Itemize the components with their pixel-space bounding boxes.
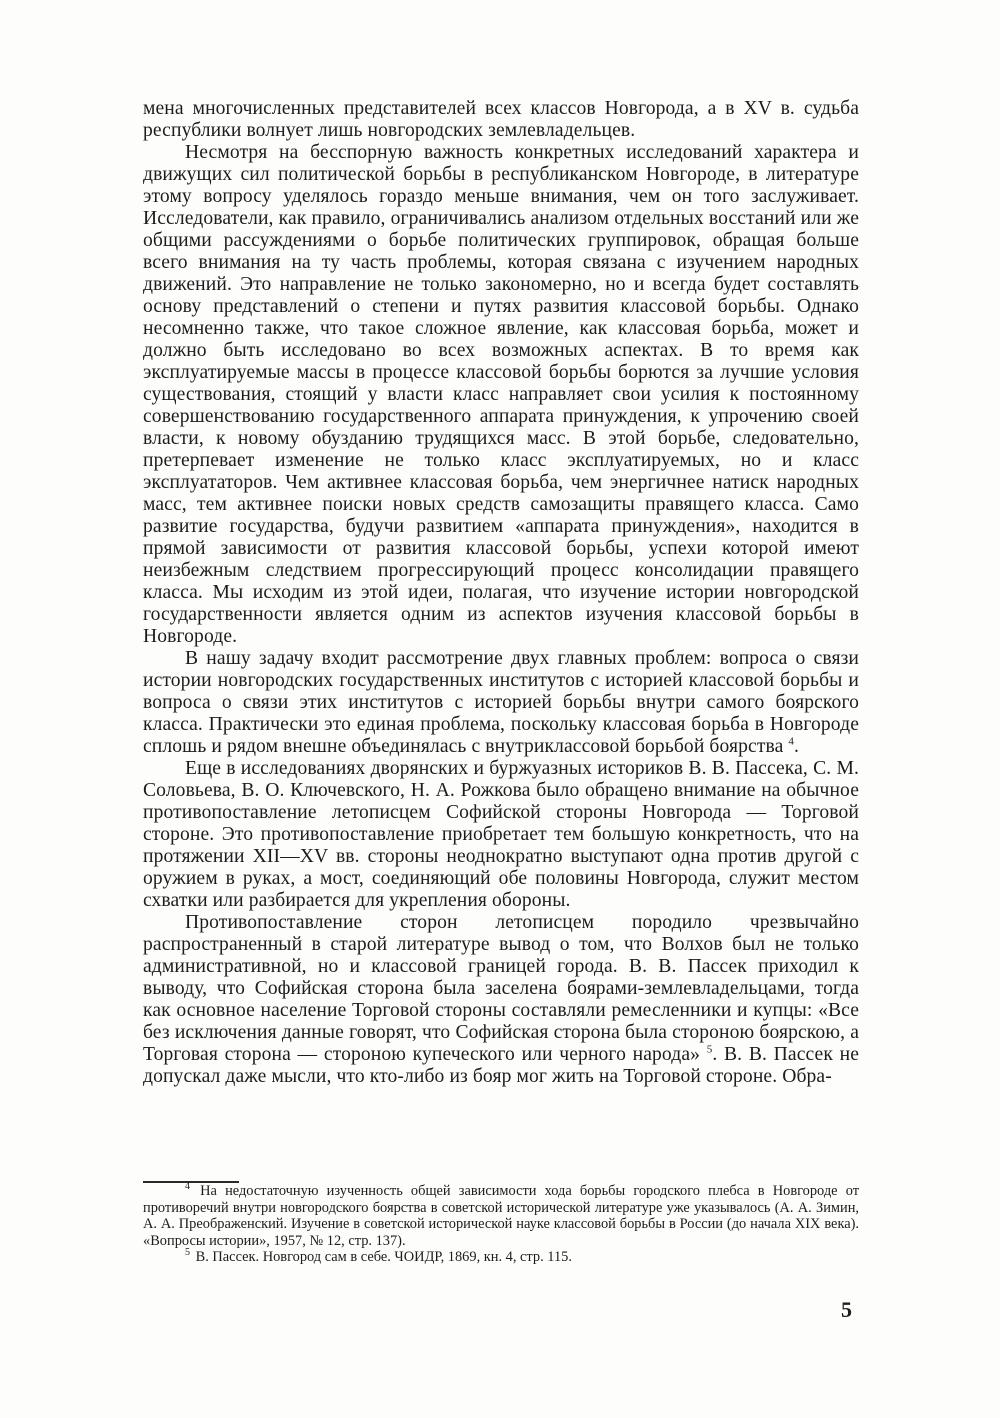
footnote-4-number: 4 [185,1181,190,1193]
page-number: 5 [841,1297,852,1322]
paragraph-5-text: Противопоставление сторон летописцем породило чрезвычайно распространенный в старой литературе вывод о том, что Волхов был не только административной, но и классовой границей города. В. В. Пассек приходил к выводу, что Софийская сторона была заселена боярами-землевладельцами, тогда как основное население Торговой стороны составляли ремесленники и купцы: «Все без исключения данные говорят, что Софийская сторона была стороною боярскою, а Торговая сторона — стороною купеческого или черного народа» [143,912,859,1065]
footnotes [143,1183,859,1266]
paragraph-5-continuation: . В. В. Пассек не допускал даже мысли, что кто-либо из бояр мог жить на Торговой стороне. Обра- [143,1044,859,1087]
paragraph-2-text: Несмотря на бесспорную важность конкретных исследований характера и движущих сил политической борьбы в республиканском Новгороде, в литературе этому вопросу уделялось гораздо меньше внимания, чем он того заслуживает. Исследователи, как правило, ограничивались анализом отдельных восстаний или же общими рассуждениями о борьбе политических группировок, обращая больше всего внимания на ту часть проблемы, которая связана с изучением народных движений. Это направление не только закономерно, но и всегда будет составлять основу представлений о степени и путях развития классовой борьбы. Однако несомненно также, что такое сложное явление, как классовая борьба, может и должно быть исследовано во всех возможных аспектах. В то время как эксплуатируемые массы в процессе классовой борьбы борются за лучшие условия существования, стоящий у власти класс направляет свои усилия к постоянному совершенствованию государственного аппарата принуждения, к упрочению своей власти, к новому обузданию трудящихся масс. В этой борьбе, следовательно, претерпевает изменение не только класс эксплуатируемых, но и класс эксплуататоров. Чем активнее классовая борьба, чем энергичнее натиск народных масс, тем активнее поиски новых средств самозащиты правящего класса. Само развитие государства, будучи развитием «аппарата принуждения», находится в прямой зависимости от развития классовой борьбы, успехи которой имеют неизбежным следствием прогрессирующий процесс консолидации правящего класса. Мы исходим из этой идеи, полагая, что изучение истории новгородской государственности является одним из аспектов изучения классовой борьбы в Новгороде. [143,142,859,647]
paragraph-1-text: мена многочисленных представителей всех классов Новгорода, а в XV в. судьба республики волнует лишь новгородских землевладельцев. [143,98,859,141]
paragraph-2 [143,142,859,648]
footnote-5 [143,1249,859,1266]
footnote-4-text: На недостаточную изученность общей зависимости хода борьбы городского плебса в Новгороде от противоречий внутри новгородского боярства в советской исторической литературе уже указывалось (А. А. Зимин, А. А. Преображенский. Изучение в советской исторической науке классовой борьбы в России (до начала XIX века). «Вопросы истории», 1957, № 12, стр. 137). [143,1183,859,1249]
paragraph-4 [143,758,859,912]
footnote-ref-4[interactable]: 4 [788,735,794,748]
paragraph-4-text: Еще в исследованиях дворянских и буржуазных историков В. В. Пассека, С. М. Соловьева, В. О. Ключевского, Н. А. Рожкова было обращено внимание на обычное противопоставление летописцем Софийской стороны Новгорода — Торговой стороне. Это противопоставление приобретает тем большую конкретность, что на протяжении XII—XV вв. стороны неоднократно выступают одна против другой с оружием в руках, а мост, соединяющий обе половины Новгорода, служит местом схватки или разбирается для укрепления обороны. [143,758,859,911]
footnote-4 [143,1183,859,1249]
footnote-5-number: 5 [185,1247,190,1259]
footnote-5-text: В. Пассек. Новгород сам в себе. ЧОИДР, 1869, кн. 4, стр. 115. [195,1249,572,1265]
paragraph-3: В нашу задачу входит рассмотрение двух главных проблем: вопроса о связи истории новгородских государственных институтов с историей классовой борьбы и вопроса о связи этих институтов с историей борьбы внутри самого боярского класса. Практически это единая проблема, поскольку классовая борьба в Новгороде сплошь и рядом внешне объединялась с внутриклассовой борьбой боярства $^4$. [143,648,859,757]
paragraph-1 [143,98,859,142]
paragraph-3-text: В нашу задачу входит рассмотрение двух главных проблем: вопроса о связи истории новгородских государственных институтов с историей классовой борьбы и вопроса о связи этих институтов с историей борьбы внутри самого боярского класса. Практически это единая проблема, поскольку классовая борьба в Новгороде сплошь и рядом внешне объединялась с внутриклассовой борьбой боярства [143,648,859,757]
body-text [143,98,859,1088]
footnote-ref-5[interactable]: 5 [706,1043,713,1056]
paragraph-5 [143,912,859,1088]
